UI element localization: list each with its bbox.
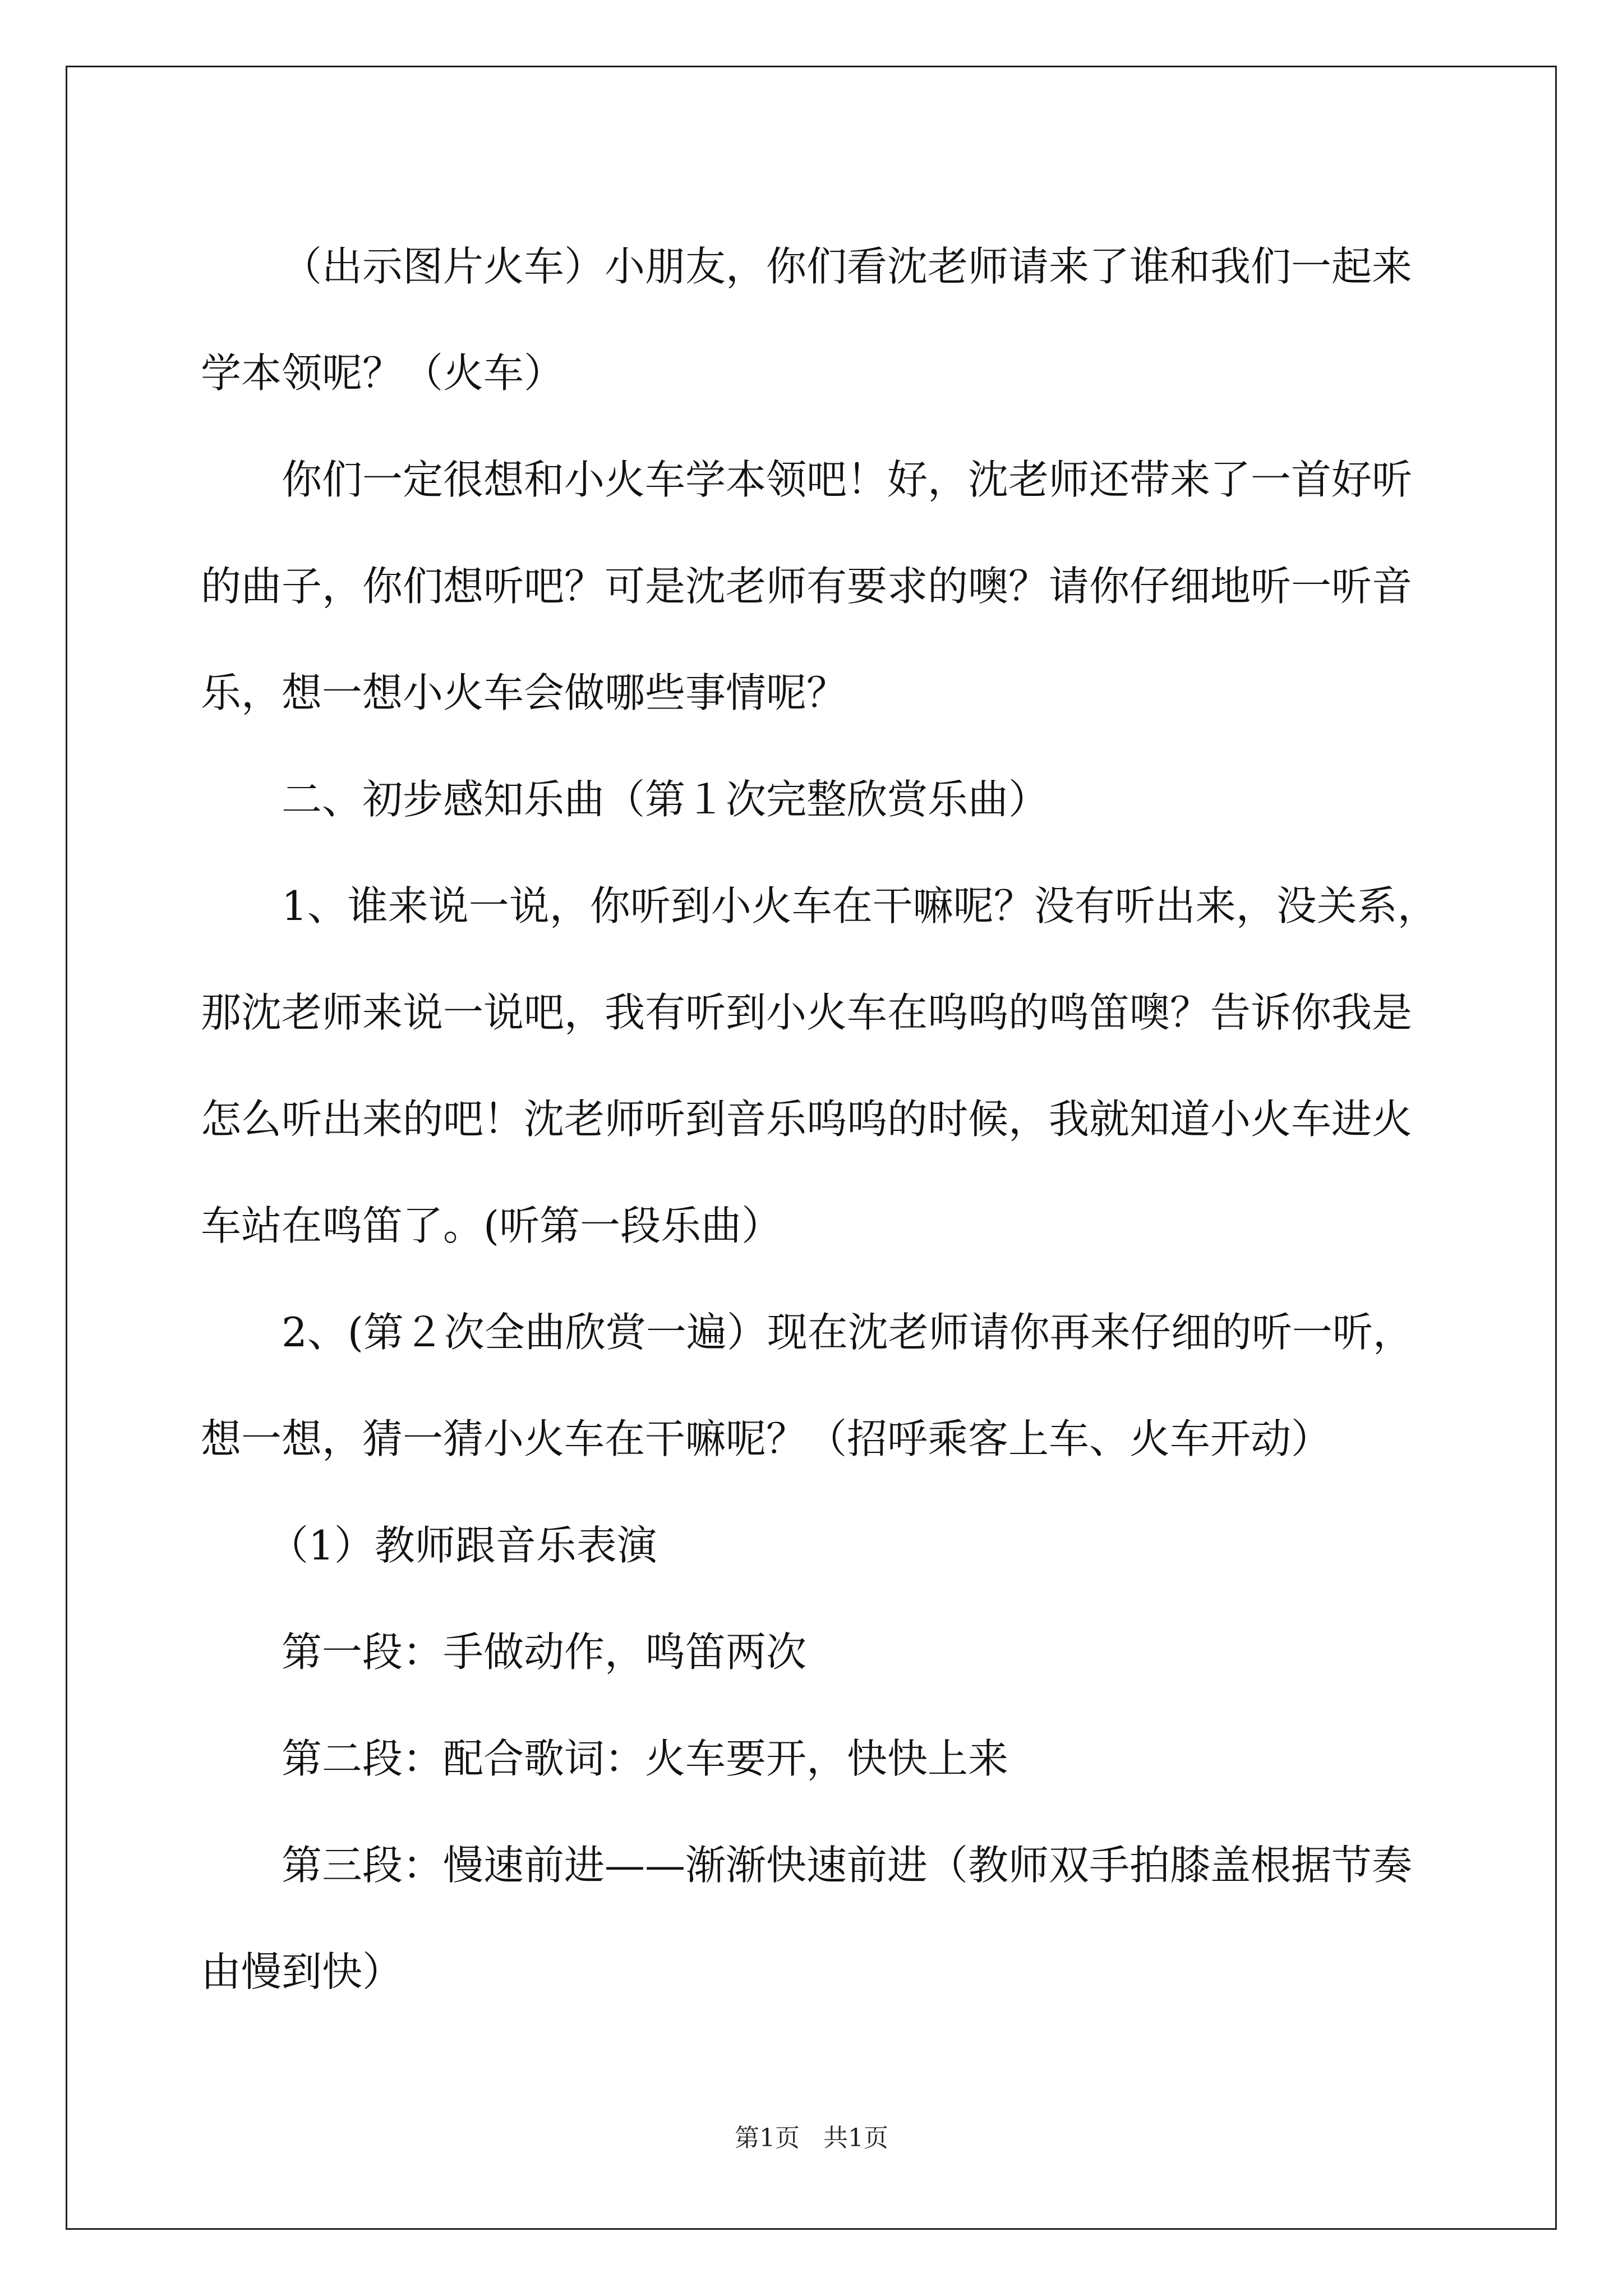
page-number: 第1页 — [735, 2124, 800, 2152]
page-total: 共1页 — [823, 2124, 888, 2152]
paragraph-part-2: 第二段：配合歌词：火车要开，快快上来 — [282, 1735, 1009, 1782]
paragraph-intro: （出示图片火车）小朋友，你们看沈老师请来了谁和我们一起来学本领呢？（火车） — [201, 243, 1413, 397]
page-footer — [0, 2118, 1623, 2154]
document-body — [201, 213, 1440, 2025]
paragraph-step-1: 1、谁来说一说，你听到小火车在干嘛呢？没有听出来，没关系，那沈老师来说一说吧，我有听到小火车在呜呜的鸣笛噢？告诉你我是怎么听出来的吧！沈老师听到音乐呜呜的时候，我就知道小火车进火车站在鸣笛了。(听第一段乐曲） — [201, 882, 1438, 1249]
section-heading-2: 二、初步感知乐曲（第１次完整欣赏乐曲） — [282, 776, 1049, 823]
paragraph-listen-request: 你们一定很想和小火车学本领吧！好，沈老师还带来了一首好听的曲子，你们想听吧？可是沈老师有要求的噢？请你仔细地听一听音乐，想一想小火车会做哪些事情呢？ — [201, 456, 1413, 716]
subheading-teacher-performance: （1）教师跟音乐表演 — [268, 1522, 657, 1569]
paragraph-part-1: 第一段：手做动作，鸣笛两次 — [282, 1628, 807, 1676]
paragraph-part-3: 第三段：慢速前进——渐渐快速前进（教师双手拍膝盖根据节奏由慢到快） — [201, 1842, 1413, 1995]
paragraph-step-2: 2、(第２次全曲欣赏一遍）现在沈老师请你再来仔细的听一听，想一想，猜一猜小火车在干嘛呢？（招呼乘客上车、火车开动） — [201, 1309, 1413, 1462]
